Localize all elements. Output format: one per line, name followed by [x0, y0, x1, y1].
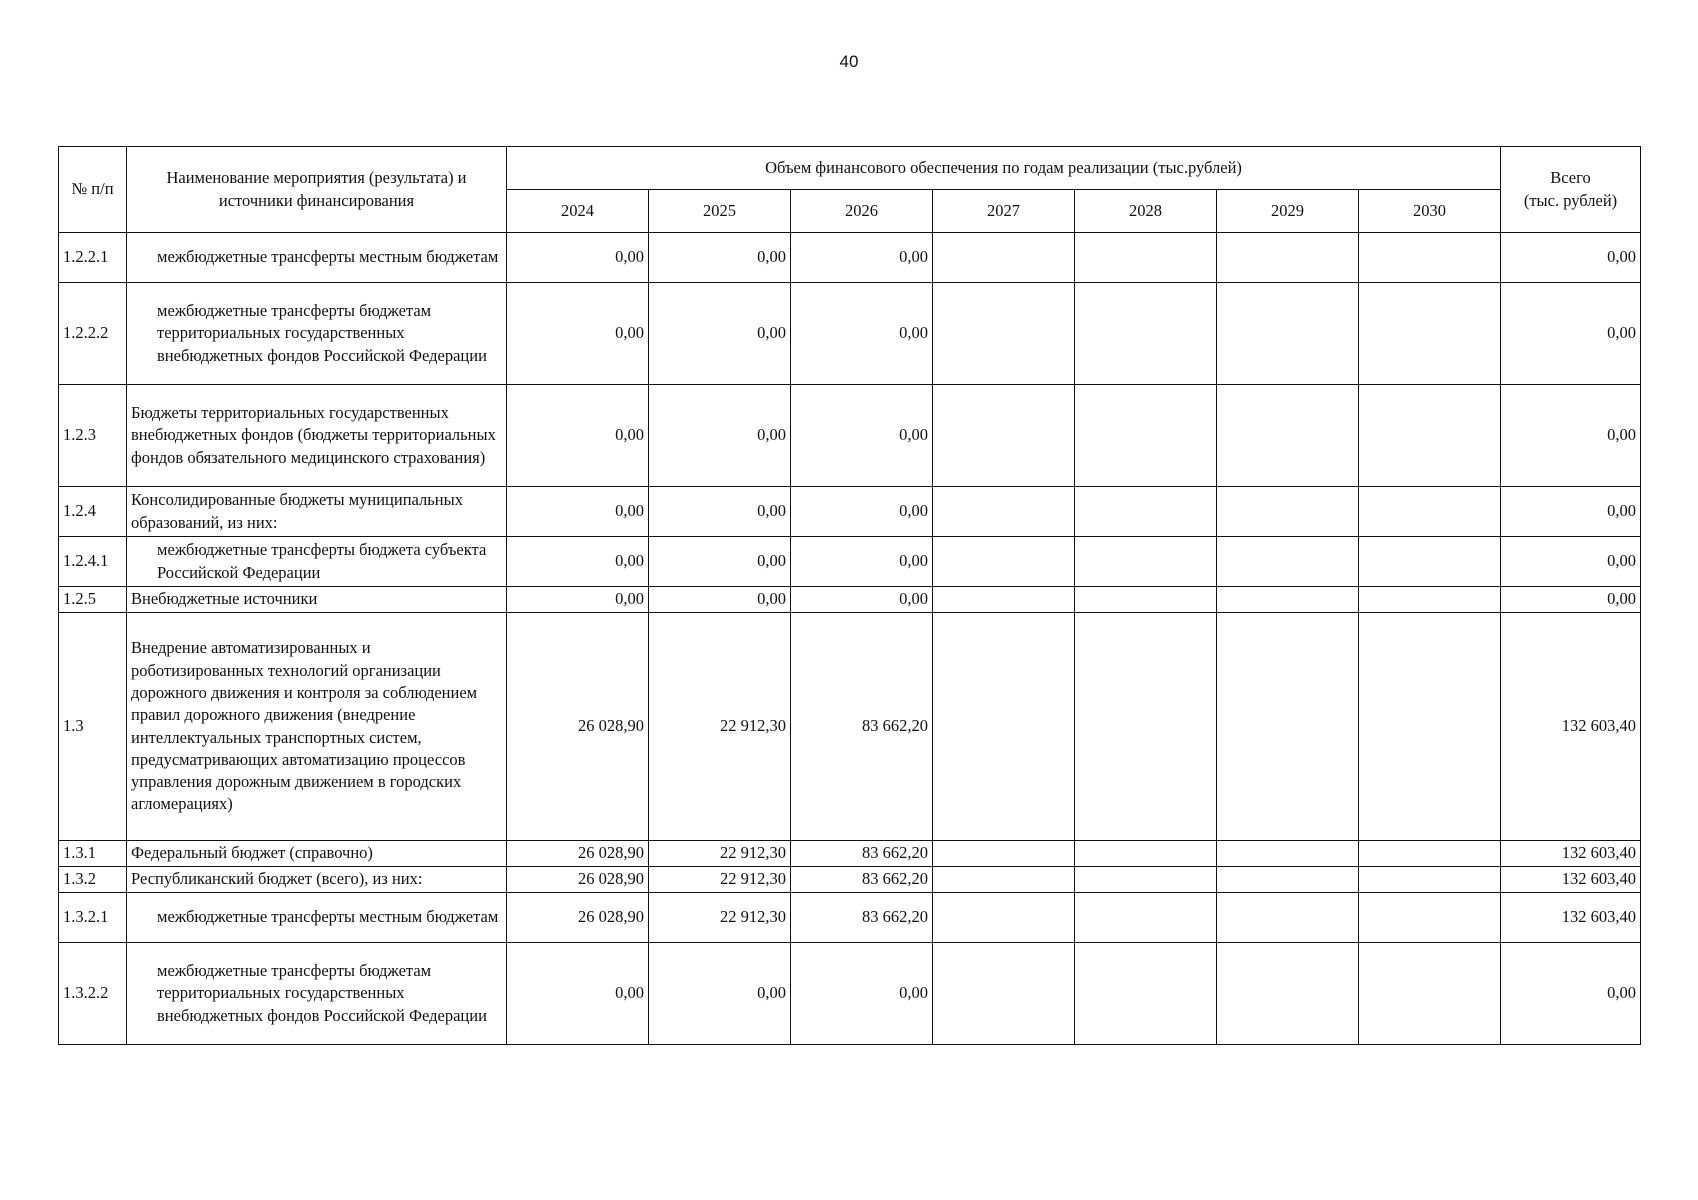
year-value: [933, 943, 1075, 1045]
row-total: 0,00: [1501, 943, 1641, 1045]
year-value: [1359, 487, 1501, 537]
year-value: 0,00: [791, 537, 933, 587]
financing-table: [58, 146, 1641, 1045]
year-value: [1359, 841, 1501, 867]
year-value: [1075, 841, 1217, 867]
year-value: [933, 233, 1075, 283]
table-row: [59, 613, 1641, 841]
row-number: 1.3.2.2: [59, 943, 127, 1045]
row-number: 1.3.2: [59, 867, 127, 893]
year-value: [933, 283, 1075, 385]
row-total: 0,00: [1501, 587, 1641, 613]
table-row: [59, 893, 1641, 943]
year-value: 22 912,30: [649, 613, 791, 841]
row-total: 0,00: [1501, 537, 1641, 587]
year-value: 0,00: [649, 943, 791, 1045]
year-value: [1217, 385, 1359, 487]
row-number: 1.2.5: [59, 587, 127, 613]
year-value: 0,00: [507, 487, 649, 537]
row-total: 0,00: [1501, 487, 1641, 537]
year-value: [1217, 487, 1359, 537]
year-value: [1075, 233, 1217, 283]
year-value: 83 662,20: [791, 613, 933, 841]
year-value: 0,00: [507, 385, 649, 487]
table-row: [59, 487, 1641, 537]
year-value: [1359, 943, 1501, 1045]
header-total: [1501, 147, 1641, 233]
row-number: 1.2.4.1: [59, 537, 127, 587]
row-number: 1.3.1: [59, 841, 127, 867]
year-value: 0,00: [649, 385, 791, 487]
year-value: 0,00: [507, 587, 649, 613]
table-row: [59, 841, 1641, 867]
year-value: [1075, 537, 1217, 587]
year-value: 26 028,90: [507, 613, 649, 841]
year-value: [1075, 867, 1217, 893]
table-row: [59, 233, 1641, 283]
header-year: 2024: [507, 190, 649, 233]
table-row: [59, 867, 1641, 893]
row-total: 132 603,40: [1501, 841, 1641, 867]
year-value: 0,00: [507, 283, 649, 385]
year-value: 26 028,90: [507, 841, 649, 867]
row-name: Консолидированные бюджеты муниципальных образований, из них:: [127, 487, 507, 537]
row-total: 132 603,40: [1501, 613, 1641, 841]
year-value: [1075, 613, 1217, 841]
year-value: [933, 867, 1075, 893]
year-value: [1359, 537, 1501, 587]
year-value: 0,00: [791, 943, 933, 1045]
year-value: 0,00: [649, 487, 791, 537]
year-value: 0,00: [649, 283, 791, 385]
year-value: 22 912,30: [649, 867, 791, 893]
row-number: 1.3: [59, 613, 127, 841]
year-value: [933, 537, 1075, 587]
row-name: Республиканский бюджет (всего), из них:: [127, 867, 507, 893]
row-total: 132 603,40: [1501, 893, 1641, 943]
year-value: 0,00: [791, 233, 933, 283]
table-row: [59, 587, 1641, 613]
header-year: 2026: [791, 190, 933, 233]
year-value: [1217, 587, 1359, 613]
row-total: 132 603,40: [1501, 867, 1641, 893]
row-total: 0,00: [1501, 283, 1641, 385]
year-value: 26 028,90: [507, 893, 649, 943]
table-header: [59, 147, 1641, 233]
row-number: 1.2.4: [59, 487, 127, 537]
year-value: [1359, 233, 1501, 283]
year-value: [1359, 587, 1501, 613]
table-row: [59, 283, 1641, 385]
year-value: 0,00: [649, 537, 791, 587]
row-number: 1.3.2.1: [59, 893, 127, 943]
year-value: [933, 587, 1075, 613]
year-value: [1217, 867, 1359, 893]
year-value: [1359, 867, 1501, 893]
year-value: 0,00: [649, 587, 791, 613]
year-value: [1359, 283, 1501, 385]
year-value: [1217, 283, 1359, 385]
row-name: межбюджетные трансферты местным бюджетам: [127, 893, 507, 943]
year-value: [1217, 613, 1359, 841]
year-value: 83 662,20: [791, 867, 933, 893]
year-value: 0,00: [791, 283, 933, 385]
page-number: 40: [839, 52, 859, 71]
year-value: [1075, 893, 1217, 943]
row-total: 0,00: [1501, 385, 1641, 487]
row-name: Внедрение автоматизированных и роботизированных технологий организации дорожного движения и контроля за соблюдением правил дорожного движения (внедрение интеллектуальных транспортных систем, предусматривающих автоматизацию процессов управления дорожным движением в городских агломерациях): [127, 613, 507, 841]
year-value: 0,00: [507, 537, 649, 587]
year-value: [933, 487, 1075, 537]
year-value: 0,00: [649, 233, 791, 283]
table-row: [59, 537, 1641, 587]
row-name: Бюджеты территориальных государственных внебюджетных фондов (бюджеты территориальных фондов обязательного медицинского страхования): [127, 385, 507, 487]
header-total-line1: Всего: [1550, 168, 1591, 188]
header-total-line2: (тыс. рублей): [1523, 190, 1618, 210]
year-value: [1217, 943, 1359, 1045]
year-value: 83 662,20: [791, 841, 933, 867]
year-value: 0,00: [507, 233, 649, 283]
year-value: 22 912,30: [649, 893, 791, 943]
row-name: Внебюджетные источники: [127, 587, 507, 613]
row-name: межбюджетные трансферты местным бюджетам: [127, 233, 507, 283]
year-value: 0,00: [791, 385, 933, 487]
header-year: 2025: [649, 190, 791, 233]
row-name: межбюджетные трансферты бюджетам территориальных государственных внебюджетных фондов Российской Федерации: [127, 943, 507, 1045]
table-row: [59, 385, 1641, 487]
year-value: [1359, 893, 1501, 943]
year-value: [933, 893, 1075, 943]
row-name: межбюджетные трансферты бюджета субъекта Российской Федерации: [127, 537, 507, 587]
header-num: № п/п: [59, 147, 127, 233]
header-year: 2027: [933, 190, 1075, 233]
year-value: [933, 841, 1075, 867]
header-year: 2029: [1217, 190, 1359, 233]
year-value: [1217, 841, 1359, 867]
row-total: 0,00: [1501, 233, 1641, 283]
year-value: [1075, 587, 1217, 613]
header-volume: Объем финансового обеспечения по годам реализации (тыс.рублей): [507, 147, 1501, 190]
year-value: [1217, 233, 1359, 283]
row-number: 1.2.2.1: [59, 233, 127, 283]
year-value: [1075, 385, 1217, 487]
header-name: Наименование мероприятия (результата) и источники финансирования: [127, 147, 507, 233]
row-number: 1.2.2.2: [59, 283, 127, 385]
year-value: [1075, 487, 1217, 537]
year-value: [1359, 385, 1501, 487]
header-year: 2030: [1359, 190, 1501, 233]
table-body: [59, 233, 1641, 1045]
row-name: межбюджетные трансферты бюджетам территориальных государственных внебюджетных фондов Российской Федерации: [127, 283, 507, 385]
year-value: [1217, 893, 1359, 943]
year-value: [1359, 613, 1501, 841]
row-number: 1.2.3: [59, 385, 127, 487]
year-value: [1075, 283, 1217, 385]
year-value: [933, 385, 1075, 487]
year-value: [933, 613, 1075, 841]
year-value: 0,00: [791, 487, 933, 537]
year-value: 0,00: [791, 587, 933, 613]
table-row: [59, 943, 1641, 1045]
row-name: Федеральный бюджет (справочно): [127, 841, 507, 867]
year-value: 0,00: [507, 943, 649, 1045]
header-year: 2028: [1075, 190, 1217, 233]
year-value: 22 912,30: [649, 841, 791, 867]
year-value: [1075, 943, 1217, 1045]
year-value: [1217, 537, 1359, 587]
year-value: 26 028,90: [507, 867, 649, 893]
year-value: 83 662,20: [791, 893, 933, 943]
